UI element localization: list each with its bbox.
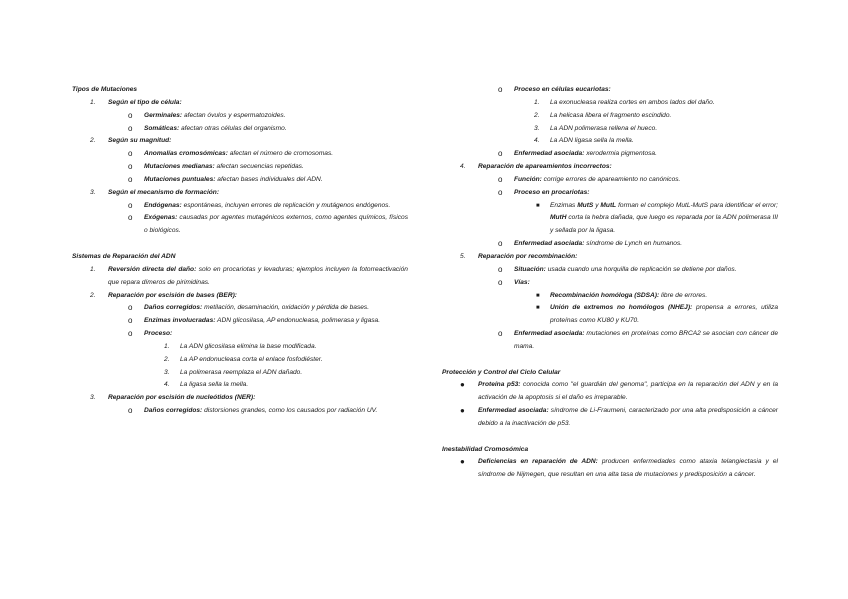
list-item: 2. La AP endonucleasa corta el enlace fosfodiéster. [164,355,323,363]
list-item: o Mutaciones medianas: afectan secuencias repetidas. [128,162,304,172]
list-item: o Vías: [498,277,530,287]
list-item: o Función: corrige errores de apareamiento no canónicos. [498,174,681,184]
list-item: o Exógenas: causadas por agentes mutagénicos externos, como agentes químicos, físicos o biológicos. [128,213,408,235]
list-item: 2. La helicasa libera el fragmento escindido. [534,111,672,119]
list-item: o Proceso en procariotas: [498,187,590,197]
list-item: 1. La ADN glicosilasa elimina la base modificada. [164,342,317,350]
list-item: ■ Unión de extremos no homólogos (NHEJ): propensa a errores, utiliza proteínas como KU80 y KU70. [536,304,778,325]
list-item: 1. Según el tipo de célula: [90,98,182,106]
list-item: o Situación: usada cuando una horquilla de replicación se detiene por daños. [498,264,737,274]
section-title-mutation-types: Tipos de Mutaciones [72,86,138,93]
section-title-cell-cycle: Protección y Control del Ciclo Celular [442,368,561,376]
list-item: 5. Reparación por recombinación: [460,252,578,260]
list-item: ● Enfermedad asociada: síndrome de Li-Fraumeni, caracterizado por una alta predisposición a cáncer debido a la inactivación de p53. [460,406,778,427]
section-title-chromosomal-instability: Inestabilidad Cromosómica [442,445,529,453]
list-item: 4. Reparación de apareamientos incorrectos: [460,163,612,171]
list-item: 1. Reversión directa del daño: solo en procariotas y levaduras; ejemplos incluyen la fotorreactivación que repara dímeros de pirimidinas. [90,265,408,286]
list-item: 3. La ADN polimerasa rellena el hueco. [534,124,658,132]
list-item: o Mutaciones puntuales: afectan bases individuales del ADN. [128,174,323,184]
list-item: o Endógenas: espontáneas, incluyen errores de replicación y mutágenos endógenos. [128,200,391,210]
list-item: 3. La polimerasa reemplaza el ADN dañado. [164,368,303,376]
list-item: 3. Según el mecanismo de formación: [90,188,220,196]
list-item: o Enfermedad asociada: mutaciones en proteínas como BRCA2 se asocian con cáncer de mama. [498,329,778,350]
list-item: ● Deficiencias en reparación de ADN: producen enfermedades como ataxia telangiectasia y el síndrome de Nijmegen, que resultan en una alta tasa de mutaciones y predisposición a cáncer. [460,457,778,479]
list-item: o Proceso: [128,329,173,339]
list-item: 1. La exonucleasa realiza cortes en ambos lados del daño. [534,98,715,106]
list-item: o Enzimas involucradas: ADN glicosilasa, AP endonucleasa, polimerasa y ligasa. [128,316,381,326]
list-item: o Daños corregidos: metilación, desaminación, oxidación y pérdida de bases. [128,303,370,313]
right-column [442,84,778,482]
left-column [72,84,408,418]
list-item: 4. La ligasa sella la mella. [164,381,249,389]
list-item: 2. Según su magnitud: [90,137,172,145]
list-item: ■ Enzimas MutS y MutL forman el complejo MutL-MutS para identificar el error; MutH corta la hebra dañada, que luego es reparada por la ADN polimerasa III y sellada por la ligasa. [536,201,778,235]
list-item: o Enfermedad asociada: xerodermia pigmentosa. [498,149,657,159]
list-item: o Germinales: afectan óvulos y espermatozoides. [128,110,286,120]
list-item: o Enfermedad asociada: síndrome de Lynch en humanos. [498,239,683,249]
list-item: ■ Recombinación homóloga (SDSA): libre de errores. [536,291,708,299]
list-item: 4. La ADN ligasa sella la mella. [534,137,634,145]
list-item: 2. Reparación por escisión de bases (BER): [90,291,237,299]
list-item: o Proceso en células eucariotas: [498,85,611,94]
list-item: 3. Reparación por escisión de nucleótidos (NER): [90,394,256,402]
section-title-dna-repair: Sistemas de Reparación del ADN [72,252,176,260]
list-item: o Somáticas: afectan otras células del organismo. [128,123,287,133]
list-item: o Daños corregidos: distorsiones grandes, como los causados por radiación UV. [128,406,378,416]
list-item: ● Proteína p53: conocida como "el guardián del genoma", participa en la reparación del ADN y en la activación de la apoptosis si el daño es irreparable. [460,380,778,402]
list-item: o Anomalías cromosómicas: afectan el número de cromosomas. [128,149,334,159]
